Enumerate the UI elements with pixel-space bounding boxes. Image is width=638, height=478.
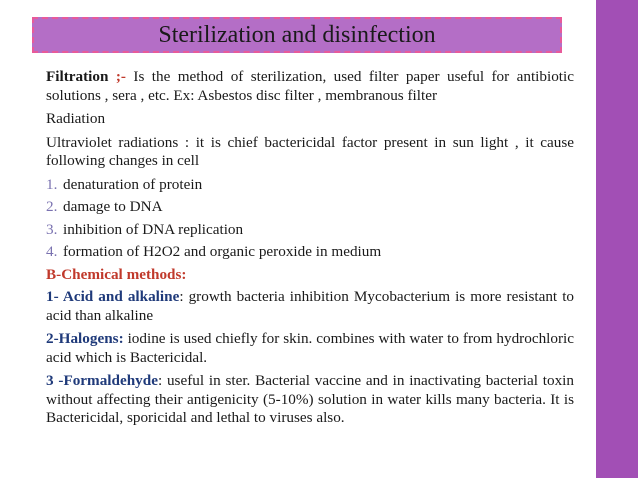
list-item	[46, 198, 574, 217]
halogens-paragraph	[46, 330, 574, 367]
formaldehyde-label: 3 -Formaldehyde	[46, 372, 158, 389]
list-text: denaturation of protein	[63, 175, 203, 193]
list-item	[46, 176, 574, 195]
formaldehyde-paragraph	[46, 372, 574, 428]
list-number: 2.	[46, 198, 58, 215]
filtration-paragraph	[46, 68, 574, 105]
filtration-text: Is the method of sterilization, used filter paper useful for antibiotic solutions , sera , etc. Ex: Asbestos disc filter , membranous filter	[46, 68, 574, 104]
slide-title: Sterilization and disinfection	[158, 21, 436, 48]
acid-paragraph	[46, 288, 574, 325]
list-number: 4.	[46, 243, 58, 260]
formaldehyde-text: : useful in ster. Bacterial vaccine and in inactivating bacterial toxin without affecting their antigenicity (5-10%) solution in water kills many bacteria. It is Bactericidal, sporicidal and lethal to viruses also.	[46, 372, 574, 426]
slide-content	[46, 68, 574, 433]
acid-label: 1- Acid and alkaline	[46, 288, 180, 305]
radiation-heading: Radiation	[46, 110, 106, 127]
halogens-text: iodine is used chiefly for skin. combines with water to from hydrochloric acid which is Bactericidal.	[46, 330, 574, 366]
list-text: formation of H2O2 and organic peroxide in medium	[63, 243, 382, 260]
decorative-sidebar	[596, 0, 638, 478]
acid-text: : growth bacteria inhibition Mycobacterium is more resistant to acid than alkaline	[46, 288, 575, 324]
filtration-label: Filtration	[46, 68, 109, 85]
halogens-label: 2-Halogens:	[46, 330, 124, 347]
list-text: damage to DNA	[63, 198, 163, 215]
list-number: 1.	[46, 175, 58, 193]
list-item	[46, 243, 574, 262]
filtration-separator: ;-	[108, 68, 126, 85]
uv-paragraph: Ultraviolet radiations : it is chief bactericidal factor present in sun light , it cause following changes in cell	[46, 133, 574, 169]
chemical-methods-heading: B-Chemical methods:	[46, 265, 187, 283]
slide-title-box	[32, 17, 562, 53]
list-item	[46, 221, 574, 240]
list-number: 3.	[46, 220, 58, 238]
list-text: inhibition of DNA replication	[63, 220, 244, 238]
